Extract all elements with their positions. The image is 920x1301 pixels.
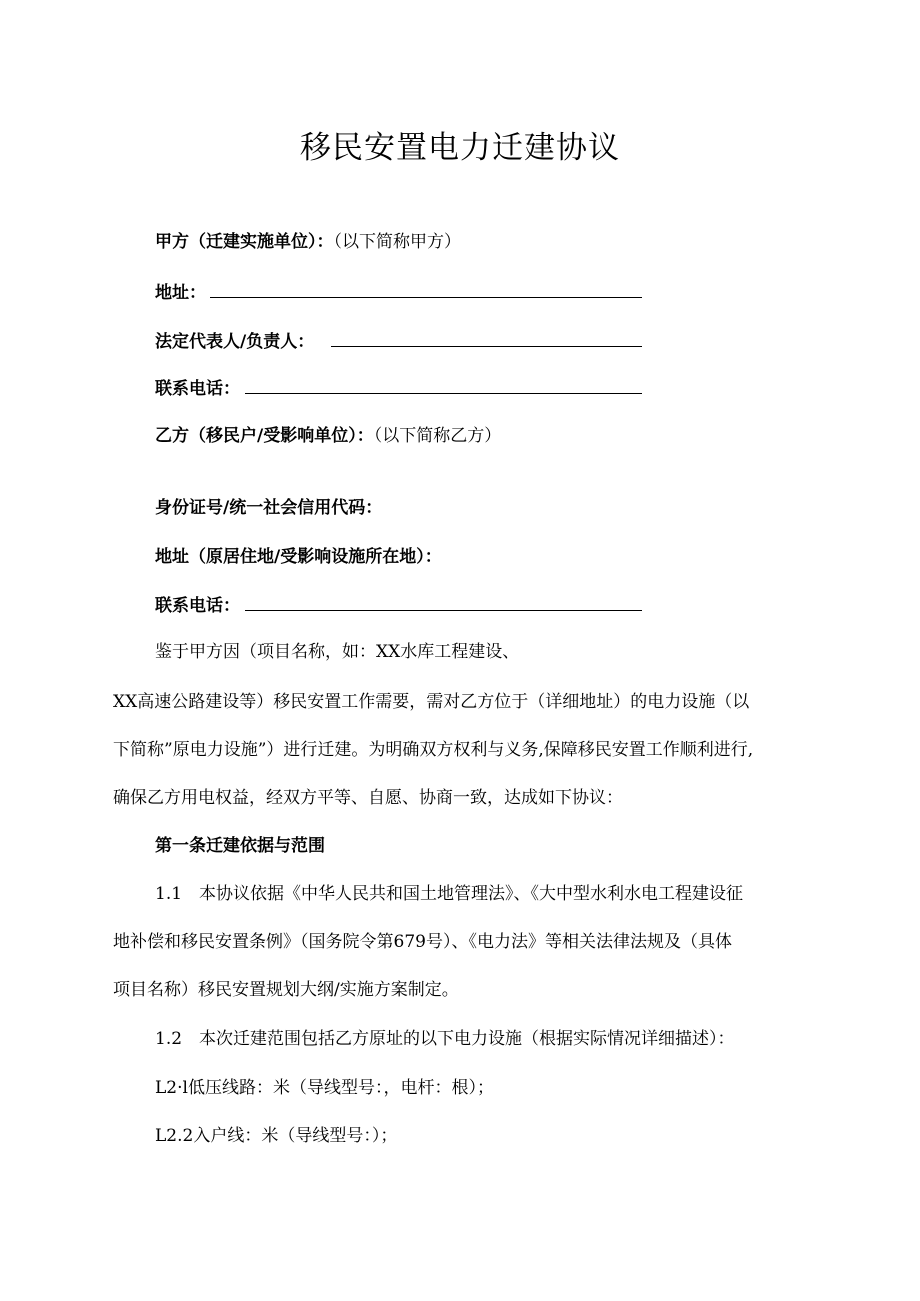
- clause-1-2-1: L2·l低压线路：米（导线型号：，电杆：根）；: [155, 1078, 494, 1098]
- party-b-id-label: 身份证号/统一社会信用代码：: [155, 498, 383, 518]
- clause-1-2-2: L2.2入户线：米（导线型号：）；: [155, 1126, 398, 1146]
- party-b-phone-blank: [245, 610, 642, 611]
- party-b-line: [155, 424, 501, 448]
- party-b-label: 乙方（移民户/受影响单位）：: [155, 426, 374, 446]
- preamble-line-2: XX高速公路建设等）移民安置工作需要，需对乙方位于（详细地址）的电力设施（以: [113, 692, 750, 712]
- article-1-heading: 第一条迁建依据与范围: [155, 836, 325, 856]
- party-a-legal-rep-blank: [331, 346, 642, 347]
- party-b-note: （以下简称乙方）: [373, 426, 502, 446]
- party-b-phone-label: 联系电话：: [155, 596, 240, 616]
- preamble-line-1: 鉴于甲方因（项目名称，如：XX水库工程建设、: [155, 642, 520, 662]
- clause-1-1-line-1: 1.1 本协议依据《中华人民共和国土地管理法》、《大中型水利水电工程建设征: [155, 884, 744, 904]
- preamble-line-4: 确保乙方用电权益，经双方平等、自愿、协商一致，达成如下协议：: [113, 788, 623, 808]
- party-a-note: （以下简称甲方）: [333, 232, 461, 252]
- preamble-line-3: 下简称”原电力设施”）进行迁建。为明确双方权利与义务,保障移民安置工作顺利进行,: [113, 740, 754, 760]
- clause-1-1-line-2: 地补偿和移民安置条例》（国务院令第679号）、《电力法》等相关法律法规及（具体: [113, 932, 732, 952]
- clause-1-1-line-3: 项目名称）移民安置规划大纲/实施方案制定。: [113, 980, 459, 1000]
- clause-1-2: 1.2 本次迁建范围包括乙方原址的以下电力设施（根据实际情况详细描述）：: [155, 1029, 735, 1049]
- party-a-line: [155, 230, 461, 254]
- document-title: 移民安置电力迁建协议: [300, 130, 620, 166]
- party-a-label: 甲方（迁建实施单位）：: [155, 232, 334, 252]
- party-a-phone-blank: [245, 393, 642, 394]
- party-a-address-label: 地址：: [155, 283, 206, 303]
- party-a-phone-label: 联系电话：: [155, 379, 240, 399]
- party-b-address-label: 地址（原居住地/受影响设施所在地）：: [155, 547, 442, 567]
- party-a-legal-rep-label: 法定代表人/负责人：: [155, 332, 315, 352]
- party-a-address-blank: [210, 297, 642, 298]
